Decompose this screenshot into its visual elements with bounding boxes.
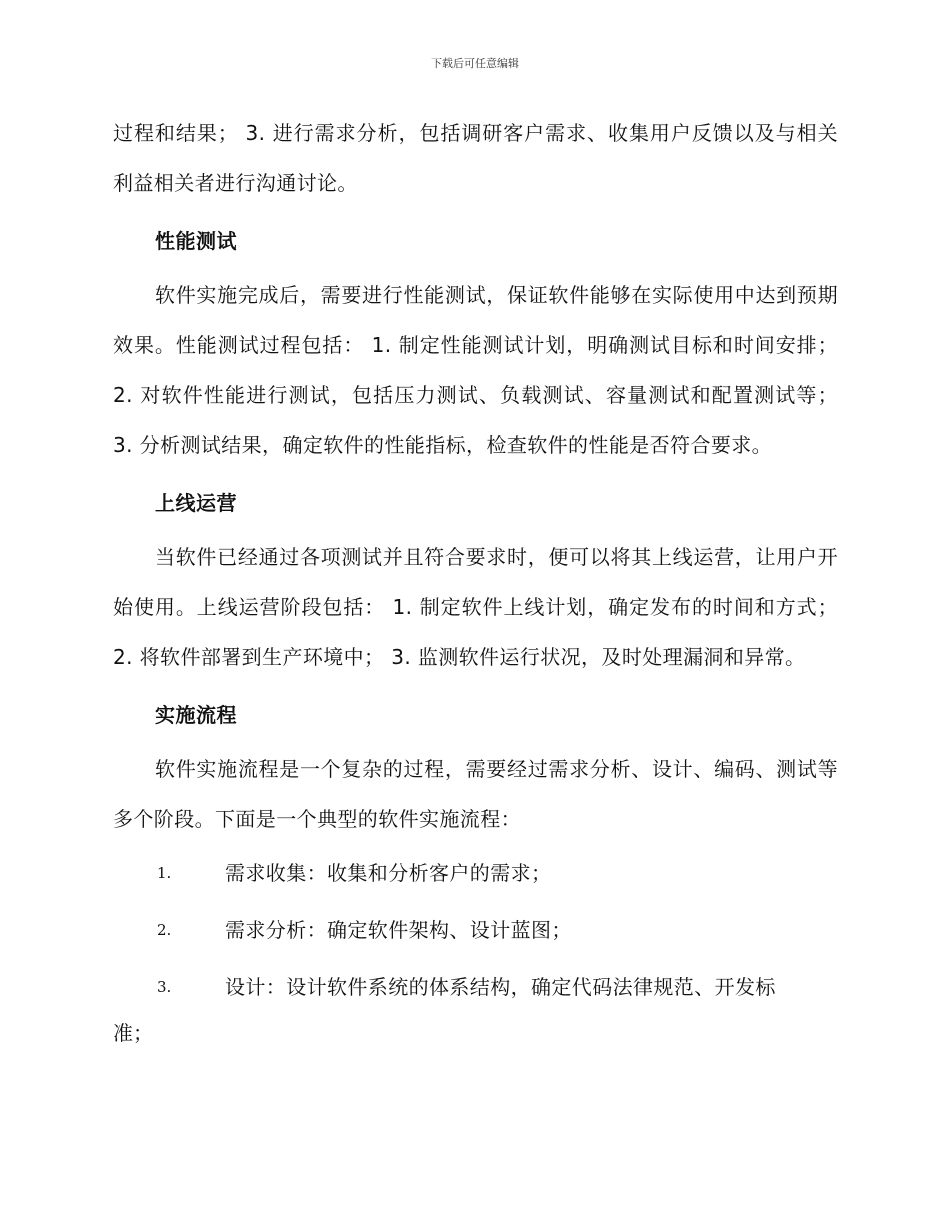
list-item-text: 设计：设计软件系统的体系结构，确定代码法律规范、开发标: [225, 975, 776, 999]
process-list: [113, 850, 838, 1056]
list-item-number: 2.: [157, 921, 172, 939]
section-title-performance-test: 性能测试: [155, 229, 237, 253]
section-body-performance-test: 软件实施完成后，需要进行性能测试，保证软件能够在实际使用中达到预期效果。性能测试过程包括： 1. 制定性能测试计划，明确测试目标和时间安排； 2. 对软件性能进行测试，包括压力测试、负载测试、容量测试和配置测试等； 3. 分析测试结果，确定软件的性能指标，检查软件的性能是否符合要求。: [113, 283, 838, 457]
section-title-implementation-flow: 实施流程: [155, 703, 237, 727]
list-item-number: 1.: [157, 864, 172, 882]
list-item-number: 3.: [157, 978, 172, 996]
intro-paragraph: 过程和结果； 3. 进行需求分析，包括调研客户需求、收集用户反馈以及与相关利益相关者进行沟通讨论。: [113, 121, 838, 195]
list-item-continuation: 准；: [113, 1021, 153, 1045]
list-item: [113, 850, 838, 896]
list-item-text: 需求分析：确定软件架构、设计蓝图；: [225, 918, 572, 942]
document-body: [113, 108, 838, 1056]
list-item-text: 需求收集：收集和分析客户的需求；: [225, 861, 552, 885]
section-title-go-live: 上线运营: [155, 491, 237, 515]
list-item: [113, 907, 838, 953]
list-item: [113, 964, 838, 1010]
page-header-note: 下载后可任意编辑: [431, 57, 519, 70]
section-body-go-live: 当软件已经通过各项测试并且符合要求时，便可以将其上线运营，让用户开始使用。上线运营阶段包括： 1. 制定软件上线计划，确定发布的时间和方式； 2. 将软件部署到生产环境中； 3. 监测软件运行状况，及时处理漏洞和异常。: [113, 545, 838, 669]
section-body-implementation-flow: 软件实施流程是一个复杂的过程，需要经过需求分析、设计、编码、测试等多个阶段。下面是一个典型的软件实施流程：: [113, 757, 838, 831]
